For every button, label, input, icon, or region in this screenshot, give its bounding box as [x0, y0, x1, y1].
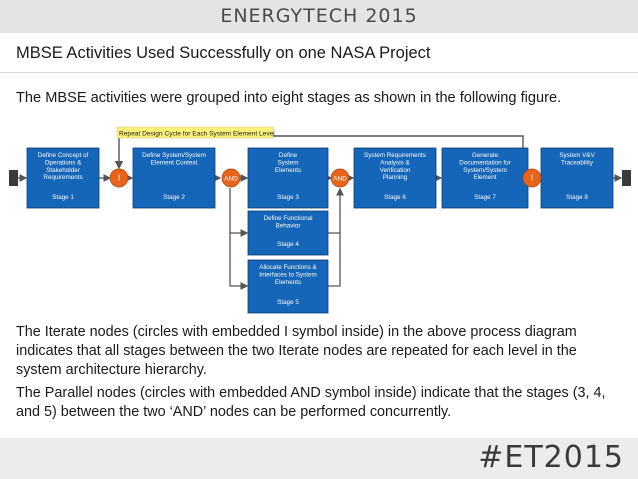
stage-8-label-line: Traceability — [561, 159, 593, 167]
svg-text:I: I — [530, 173, 534, 183]
stage-2-box — [133, 148, 215, 208]
stage-1-number: Stage 1 — [52, 194, 74, 201]
iterate-node-start — [110, 169, 128, 187]
stage-3-label-line: System — [277, 159, 299, 167]
slide-title: MBSE Activities Used Successfully on one NASA Project — [16, 44, 431, 62]
start-marker — [9, 170, 18, 186]
stage-6-label-line: Planning — [382, 174, 408, 182]
flow-connector — [328, 233, 340, 286]
footer-hashtag: #ET2015 — [478, 440, 624, 475]
stage-8-box — [541, 148, 613, 208]
flow-connector — [230, 233, 247, 286]
stage-2-label-line: Define System/System — [142, 152, 206, 159]
stage-6-label-line: System Requirements — [364, 152, 426, 159]
stage-4-label-line: Define Functional — [263, 215, 313, 222]
iterate-explanation: The Iterate nodes (circles with embedded I symbol inside) in the above process diagram indicates that all stages between the two Iterate nodes are repeated for each level in the system architecture hierarchy. — [16, 324, 577, 378]
stage-5-label-line: Interfaces to System — [259, 271, 317, 279]
flow-connector — [328, 189, 340, 233]
intro-text: The MBSE activities were grouped into eight stages as shown in the following figure. — [16, 90, 562, 106]
svg-text:AND: AND — [224, 175, 238, 183]
stage-7-number: Stage 7 — [474, 194, 496, 201]
parallel-explanation: The Parallel nodes (circles with embedded AND symbol inside) indicate that the stages (3, 4, and 5) between the two ‘AND’ nodes can be performed concurrently. — [16, 385, 606, 420]
stage-7-label-line: System/System — [463, 166, 507, 174]
stage-6-label-line: Analysis & — [380, 159, 410, 167]
stage-7-label-line: Element — [473, 174, 497, 182]
iterate-node-end — [523, 169, 541, 187]
stage-7-label-line: Generate — [471, 152, 499, 159]
stage-8-number: Stage 8 — [566, 194, 588, 201]
stage-1-box — [27, 148, 99, 208]
mbse-process-diagram — [0, 118, 638, 318]
svg-text:AND: AND — [333, 175, 347, 183]
stage-6-box — [354, 148, 436, 208]
flow-connector — [230, 188, 247, 233]
stage-6-number: Stage 6 — [384, 194, 406, 201]
title-divider — [0, 72, 638, 73]
stage-1-label-line: Requirements — [43, 174, 83, 182]
stage-7-label-line: Documentation for — [459, 159, 511, 167]
stage-1-label-line: Define Concept of — [37, 152, 89, 159]
and-node-join — [331, 169, 349, 187]
stage-1-label-line: Stakeholder — [46, 166, 80, 174]
stage-4-box — [248, 211, 328, 255]
stage-5-box — [248, 260, 328, 313]
svg-text:I: I — [117, 173, 121, 183]
stage-6-label-line: Verification — [379, 166, 411, 174]
stage-5-label-line: Allocate Functions & — [259, 264, 317, 271]
stage-3-number: Stage 3 — [277, 194, 299, 201]
stage-8-label-line: System V&V — [559, 152, 595, 159]
stage-3-label-line: Define — [278, 152, 298, 159]
stage-4-number: Stage 4 — [277, 241, 299, 248]
and-node-split — [222, 169, 240, 187]
event-logo: ENERGYTECH 2015 — [220, 5, 418, 27]
stage-7-box — [442, 148, 528, 208]
stage-3-label-line: Elements — [274, 166, 302, 174]
loop-label: Repeat Design Cycle for Each System Element Level — [119, 130, 275, 138]
end-marker — [622, 170, 631, 186]
stage-5-number: Stage 5 — [277, 299, 299, 306]
stage-2-number: Stage 2 — [163, 194, 185, 201]
stage-2-label-line: Element Context — [150, 159, 198, 167]
stage-1-label-line: Operations & — [44, 159, 82, 167]
stage-5-label-line: Elements — [274, 278, 302, 286]
stage-3-box — [248, 148, 328, 208]
stage-4-label-line: Behavior — [275, 222, 301, 230]
